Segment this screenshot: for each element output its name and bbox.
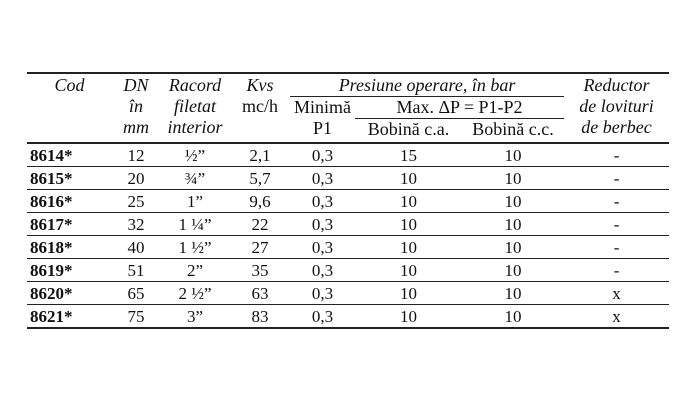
cell-bobina-ca: 10 (355, 305, 462, 328)
dn-unit-label: mm (123, 117, 149, 137)
cell-racord: 1 ¼” (160, 213, 230, 236)
cell-dn: 75 (112, 305, 160, 328)
cell-cod: 8614* (27, 143, 112, 167)
col-bobina-cc-header: Bobină c.c. (462, 119, 564, 144)
reductor-berbec-label: de berbec (581, 117, 652, 137)
table-body (27, 143, 669, 327)
cell-bobina-cc: 10 (462, 213, 564, 236)
dn-in-label: în (128, 96, 143, 116)
cell-bobina-ca: 10 (355, 259, 462, 282)
cell-reductor: - (564, 167, 669, 190)
cell-dn: 51 (112, 259, 160, 282)
cell-kvs: 5,7 (230, 167, 290, 190)
cell-bobina-ca: 15 (355, 143, 462, 167)
col-cod-header: Cod (54, 75, 85, 95)
cell-reductor: x (564, 282, 669, 305)
cell-kvs: 9,6 (230, 190, 290, 213)
cell-bobina-cc: 10 (462, 259, 564, 282)
max-dp-header: Max. ΔP = P1-P2 (355, 97, 564, 119)
cell-dn: 25 (112, 190, 160, 213)
cell-cod: 8620* (27, 282, 112, 305)
header-row-1 (27, 74, 669, 97)
cell-bobina-ca: 10 (355, 213, 462, 236)
col-racord-header (160, 74, 230, 143)
table-row (27, 190, 669, 213)
racord-interior-label: interior (167, 117, 223, 137)
spec-table (27, 74, 669, 327)
kvs-label: Kvs (246, 75, 274, 95)
cell-racord: 1 ½” (160, 236, 230, 259)
cell-minima: 0,3 (290, 236, 355, 259)
cell-dn: 65 (112, 282, 160, 305)
cell-reductor: - (564, 259, 669, 282)
cell-kvs: 83 (230, 305, 290, 328)
cell-bobina-cc: 10 (462, 236, 564, 259)
cell-minima: 0,3 (290, 305, 355, 328)
cell-minima: 0,3 (290, 190, 355, 213)
table-row (27, 167, 669, 190)
cell-racord: ¾” (160, 167, 230, 190)
cell-dn: 32 (112, 213, 160, 236)
kvs-unit-label: mc/h (242, 96, 278, 116)
reductor-label: Reductor (583, 75, 650, 95)
cell-minima: 0,3 (290, 143, 355, 167)
table-row (27, 236, 669, 259)
cell-bobina-cc: 10 (462, 305, 564, 328)
presiune-group-header: Presiune operare, în bar (338, 75, 516, 95)
table-row (27, 282, 669, 305)
cell-bobina-cc: 10 (462, 167, 564, 190)
col-minima-header (290, 97, 355, 144)
cell-reductor: - (564, 236, 669, 259)
cell-cod: 8617* (27, 213, 112, 236)
cell-minima: 0,3 (290, 259, 355, 282)
cell-kvs: 2,1 (230, 143, 290, 167)
cell-racord: 2 ½” (160, 282, 230, 305)
col-kvs-header (230, 74, 290, 143)
cell-bobina-ca: 10 (355, 282, 462, 305)
cell-racord: 3” (160, 305, 230, 328)
cell-racord: 1” (160, 190, 230, 213)
cell-kvs: 63 (230, 282, 290, 305)
spec-table-container (27, 72, 669, 329)
bottom-rule (27, 327, 669, 329)
cell-reductor: - (564, 143, 669, 167)
cell-dn: 40 (112, 236, 160, 259)
cell-minima: 0,3 (290, 167, 355, 190)
cell-reductor: - (564, 190, 669, 213)
cell-racord: ½” (160, 143, 230, 167)
cell-racord: 2” (160, 259, 230, 282)
col-bobina-ca-header: Bobină c.a. (355, 119, 462, 144)
minima-label: Minimă (294, 97, 351, 117)
table-row (27, 305, 669, 328)
cell-bobina-cc: 10 (462, 190, 564, 213)
table-row (27, 143, 669, 167)
dn-label: DN (123, 75, 149, 95)
cell-kvs: 27 (230, 236, 290, 259)
cell-dn: 12 (112, 143, 160, 167)
racord-label: Racord (168, 75, 222, 95)
col-dn-header (112, 74, 160, 143)
cell-kvs: 35 (230, 259, 290, 282)
col-reductor-header (564, 74, 669, 143)
cell-cod: 8621* (27, 305, 112, 328)
cell-cod: 8616* (27, 190, 112, 213)
cell-minima: 0,3 (290, 213, 355, 236)
cell-dn: 20 (112, 167, 160, 190)
cell-bobina-cc: 10 (462, 282, 564, 305)
table-row (27, 259, 669, 282)
cell-kvs: 22 (230, 213, 290, 236)
cell-minima: 0,3 (290, 282, 355, 305)
reductor-lovituri-label: de lovituri (579, 96, 654, 116)
cell-bobina-ca: 10 (355, 190, 462, 213)
cell-bobina-ca: 10 (355, 236, 462, 259)
cell-cod: 8619* (27, 259, 112, 282)
cell-bobina-ca: 10 (355, 167, 462, 190)
cell-cod: 8615* (27, 167, 112, 190)
cell-bobina-cc: 10 (462, 143, 564, 167)
cell-cod: 8618* (27, 236, 112, 259)
table-row (27, 213, 669, 236)
cell-reductor: - (564, 213, 669, 236)
cell-reductor: x (564, 305, 669, 328)
racord-filetat-label: filetat (174, 96, 216, 116)
minima-p1-label: P1 (312, 118, 332, 138)
